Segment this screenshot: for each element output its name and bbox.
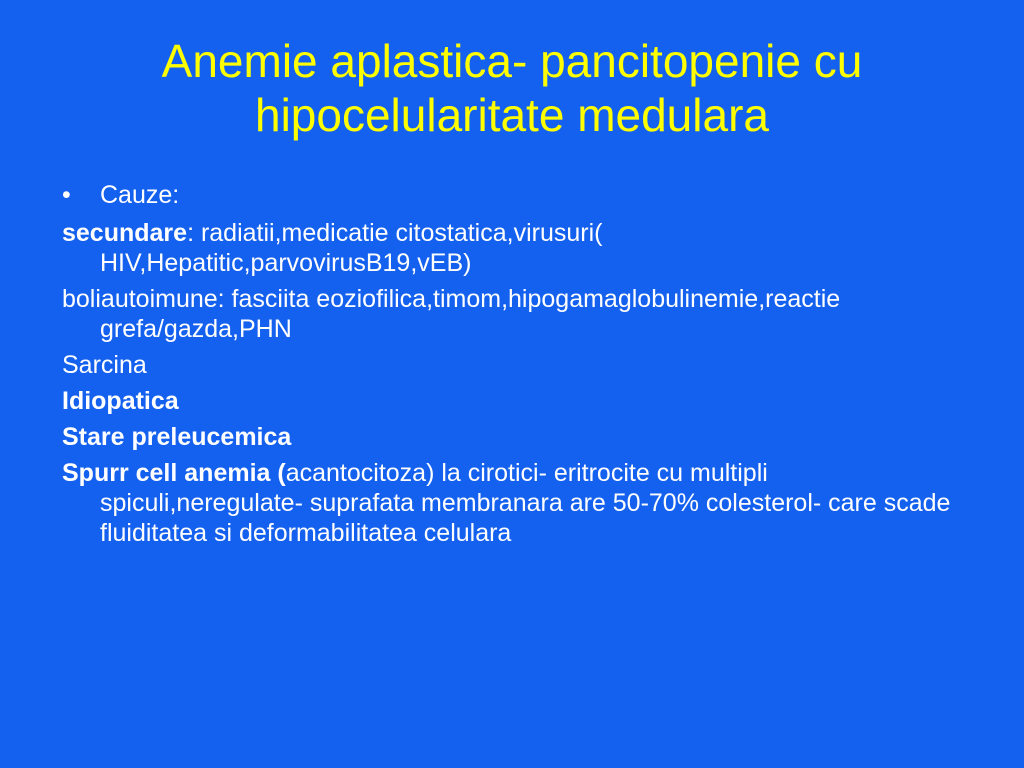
cause-label: secundare (62, 219, 188, 247)
cause-stare-preleucemica (62, 422, 962, 452)
bullet-icon: • (62, 181, 71, 209)
cause-label: Stare preleucemica (62, 423, 292, 451)
cause-spurr-cell-anemia (62, 458, 962, 548)
bullet-item-cauze (62, 180, 962, 210)
cause-label: Idiopatica (62, 387, 179, 415)
cause-idiopatica (62, 386, 962, 416)
bullet-text: Cauze: (100, 181, 180, 209)
cause-sarcina (62, 350, 962, 380)
cause-text: acantocitoza) la cirotici- eritrocite cu multipli spiculi,neregulate- suprafata membranara are 50-70% colesterol- care scade fluiditatea si deformabilitatea celulara (100, 459, 951, 547)
slide-content (62, 180, 962, 554)
cause-text: boliautoimune: fasciita eoziofilica,timom,hipogamaglobulinemie,reactie grefa/gazda,PHN (62, 285, 841, 343)
cause-secundare (62, 218, 962, 278)
cause-boli-autoimune (62, 284, 962, 344)
cause-text: Sarcina (62, 351, 147, 379)
slide-title: Anemie aplastica- pancitopenie cu hipocelularitate medulara (161, 35, 863, 141)
cause-label: Spurr cell anemia ( (62, 459, 286, 487)
cause-text: : radiatii,medicatie citostatica,virusuri( HIV,Hepatitic,parvovirusB19,vEB) (100, 219, 603, 277)
